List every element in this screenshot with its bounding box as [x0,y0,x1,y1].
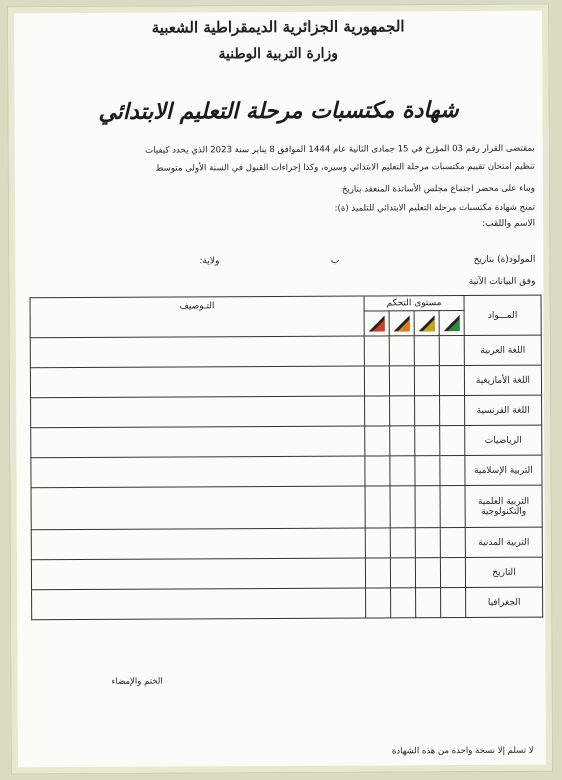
table-row [31,425,542,458]
description-cell[interactable] [32,588,366,620]
level-box[interactable] [415,456,440,486]
table-row [31,395,542,428]
description-cell[interactable] [31,558,365,590]
born-label: المولود(ة) بتاريخ [473,254,536,265]
level-box[interactable] [414,366,439,396]
level-1-cell [364,311,389,336]
level-box[interactable] [391,588,416,618]
level-box[interactable] [389,366,414,396]
description-cell[interactable] [31,528,365,560]
level-box[interactable] [439,366,464,396]
subject-cell: الرياضيات [465,425,542,455]
level-box[interactable] [365,486,390,528]
republic-header: الجمهورية الجزائرية الديمقراطية الشعبية [151,17,405,37]
subject-cell: التربية المدنية [465,527,542,557]
ministry-header: وزارة التربية الوطنية [218,45,339,63]
level-box[interactable] [415,558,440,588]
subject-cell: اللغة الأمازيغية [464,365,541,395]
level-box[interactable] [439,336,464,366]
level-box[interactable] [365,396,390,426]
subject-cell: اللغة الفرنسية [465,395,542,425]
grades-table [30,295,544,621]
table-row [32,587,543,620]
level-box[interactable] [390,456,415,486]
level-box[interactable] [390,396,415,426]
certificate-title: شهادة مكتسبات مرحلة التعليم الابتدائي [98,97,459,125]
level-box[interactable] [390,558,415,588]
subject-cell: اللغة العربية [464,335,541,365]
level-box[interactable] [366,588,391,618]
table-row [31,527,542,560]
data-label: وفق البيانات الآتية [468,276,536,288]
description-cell[interactable] [30,366,364,398]
level-box[interactable] [415,396,440,426]
subject-cell: التربية العلمية والتكنولوجية [465,485,542,527]
wilaya-label: ولاية: [199,256,220,267]
level-box[interactable] [390,426,415,456]
level-box[interactable] [389,336,414,366]
description-cell[interactable] [31,486,365,530]
levels-header: مستوى التحكم [364,296,464,312]
description-cell[interactable] [31,396,365,428]
level-box[interactable] [415,486,440,528]
description-cell[interactable] [30,336,364,368]
name-label: الاسم واللقب: [482,218,536,229]
stamp-signature-label: الختم والإمضاء [111,676,163,687]
table-row [30,365,541,398]
level-box[interactable] [440,558,465,588]
level-1-triangle-icon [367,313,387,333]
level-box[interactable] [390,486,415,528]
level-box[interactable] [441,588,466,618]
level-box[interactable] [440,426,465,456]
table-row [31,455,542,488]
description-cell[interactable] [31,456,365,488]
birthplace-label: ب [330,255,340,266]
table-row [31,485,542,530]
table-row [31,557,542,590]
level-4-cell [439,311,464,336]
level-box[interactable] [440,528,465,558]
certificate-sheet [8,5,552,774]
description-header: التـوصيف [30,296,364,338]
subject-cell: الجغرافيا [466,587,543,617]
decree-line-1: بمقتضى القرار رقم 03 المؤرخ في 15 جمادى الثانية عام 1444 الموافق 8 يناير سنة 2023 الذي يحدد كيفيات [145,143,535,156]
subjects-header: المـــواد [464,295,541,335]
level-box[interactable] [415,426,440,456]
level-box[interactable] [365,426,390,456]
level-box[interactable] [440,456,465,486]
subject-cell: التربية الإسلامية [465,455,542,485]
level-2-cell [389,311,414,336]
award-line: تمنح شهادة مكتسبات مرحلة التعليم الابتدائي للتلميذ (ة): [334,202,536,214]
table-header-row [30,295,541,313]
level-box[interactable] [440,486,465,528]
level-box[interactable] [415,528,440,558]
description-cell[interactable] [31,426,365,458]
level-3-cell [414,311,439,336]
level-box[interactable] [364,366,389,396]
level-4-triangle-icon [442,313,462,333]
level-3-triangle-icon [417,313,437,333]
level-box[interactable] [365,528,390,558]
level-box[interactable] [440,396,465,426]
decree-line-2: تنظيم امتحان تقييم مكتسبات مرحلة التعليم الابتدائي وسيره، وكذا إجراءات القبول في السنة الأولى متوسط [155,161,535,174]
level-2-triangle-icon [392,313,412,333]
single-copy-note: لا تسلم إلا نسخة واحدة من هذه الشهادة [391,745,534,757]
table-row [30,335,541,368]
subject-cell: التاريخ [465,557,542,587]
council-line: وبناء على محضر اجتماع مجلس الأساتذة المنعقد بتاريخ [341,183,535,195]
level-box[interactable] [414,336,439,366]
level-box[interactable] [364,336,389,366]
level-box[interactable] [365,558,390,588]
level-box[interactable] [416,588,441,618]
level-box[interactable] [390,528,415,558]
level-box[interactable] [365,456,390,486]
